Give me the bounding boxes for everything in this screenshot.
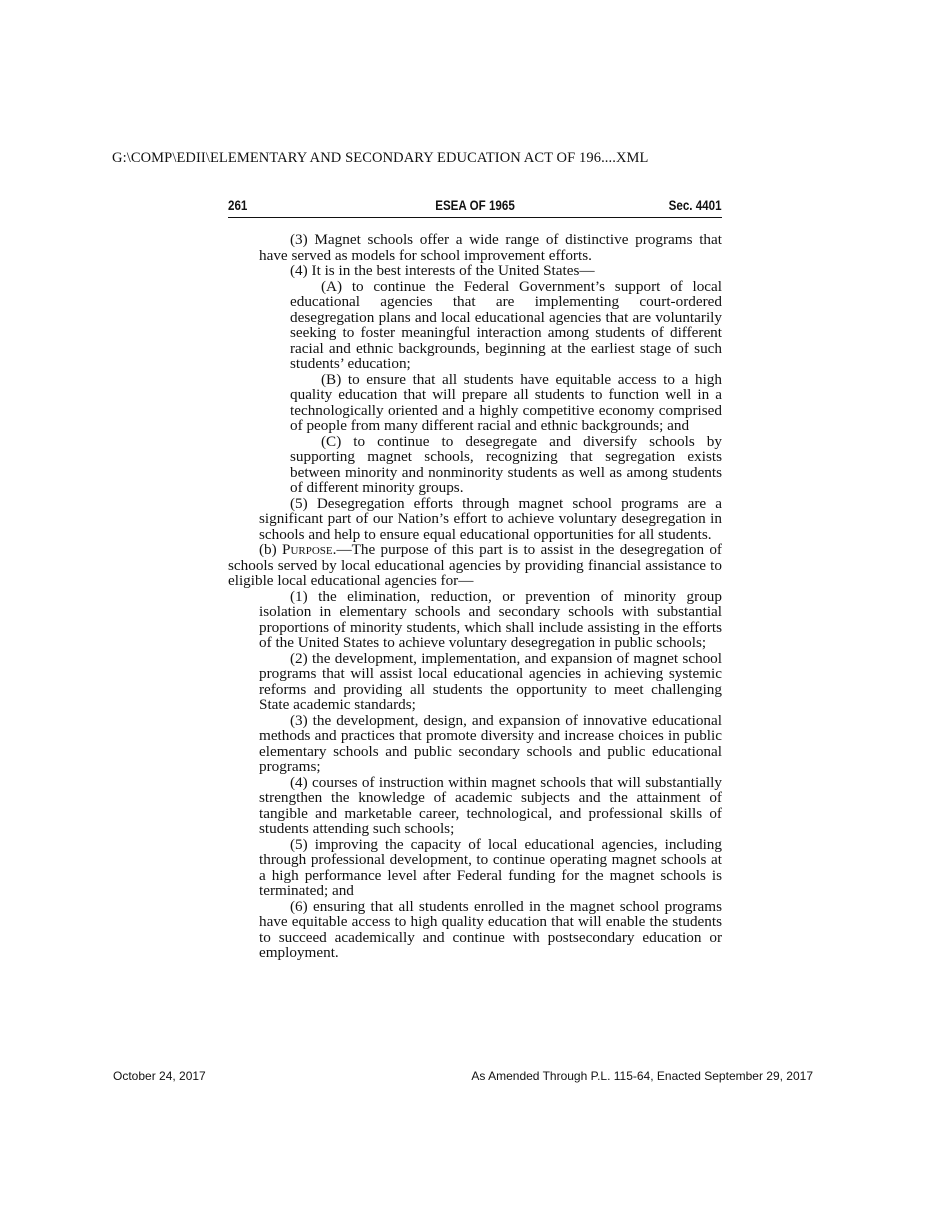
running-head: [228, 197, 722, 218]
paragraph-b2: (2) the development, implementation, and expansion of magnet school programs that will assist local educational agencies in achieving systemic reforms and providing all students the opportunity to meet challenging State academic standards;: [259, 649, 722, 713]
paragraph-b1: (1) the elimination, reduction, or prevention of minority group isolation in elementary schools and secondary schools with substantial proportions of minority students, which shall include assisting in the efforts of the United States to achieve voluntary desegregation in public schools;: [259, 587, 722, 651]
paragraph-b3: (3) the development, design, and expansion of innovative educational methods and practices that promote diversity and increase choices in public elementary schools and public secondary schools and public educational programs;: [259, 711, 722, 775]
paragraph-a3: (3) Magnet schools offer a wide range of distinctive programs that have served as models for school improvement efforts.: [259, 231, 722, 264]
act-title: ESEA OF 1965: [435, 198, 515, 213]
document-body: [228, 232, 722, 961]
paragraph-b4: (4) courses of instruction within magnet schools that will substantially strengthen the knowledge of academic subjects and the attainment of tangible and marketable career, technological, and professional skills of students attending such schools;: [259, 773, 722, 837]
paragraph-b6: (6) ensuring that all students enrolled in the magnet school programs have equitable access to high quality education that will enable the students to succeed academically and continue with postsecondary education or employment.: [259, 897, 722, 961]
section-number: Sec. 4401: [669, 198, 722, 213]
paragraph-a4-A: (A) to continue the Federal Government’s support of local educational agencies that are implementing court-ordered desegregation plans and local educational agencies that are voluntarily seeking to foster meaningful interaction among students of different racial and ethnic backgrounds, beginning at the earliest stage of such students’ education;: [290, 277, 722, 372]
paragraph-a4-C: (C) to continue to desegregate and diversify schools by supporting magnet schools, recognizing that segregation exists between minority and nonminority students as well as among students of different minority groups.: [290, 432, 722, 496]
file-path: G:\COMP\EDII\ELEMENTARY AND SECONDARY EDUCATION ACT OF 196....XML: [112, 150, 649, 166]
paragraph-a5: (5) Desegregation efforts through magnet school programs are a significant part of our Nation’s effort to achieve voluntary desegregation in schools and help to ensure equal educational opportunities for all students.: [259, 494, 722, 543]
page-number: 261: [228, 198, 248, 213]
paragraph-b-text: .—The purpose of this part is to assist in the desegregation of schools served by local educational agencies by providing financial assistance to eligible local educational agencies for—: [228, 541, 722, 589]
paragraph-b-heading: Purpose: [282, 541, 333, 558]
footer-amended-through: As Amended Through P.L. 115-64, Enacted September 29, 2017: [471, 1069, 813, 1083]
paragraph-b-label: (b): [259, 541, 283, 558]
paragraph-b: [228, 542, 722, 589]
paragraph-a4: (4) It is in the best interests of the United States—: [290, 262, 595, 279]
footer-date: October 24, 2017: [113, 1069, 206, 1083]
paragraph-a4-B: (B) to ensure that all students have equitable access to a high quality education that will prepare all students to function well in a technologically oriented and a highly competitive economy comprised of people from many different racial and ethnic backgrounds; and: [290, 370, 722, 434]
paragraph-b5: (5) improving the capacity of local educational agencies, including through professional development, to continue operating magnet schools at a high performance level after Federal funding for the magnet schools is terminated; and: [259, 835, 722, 899]
